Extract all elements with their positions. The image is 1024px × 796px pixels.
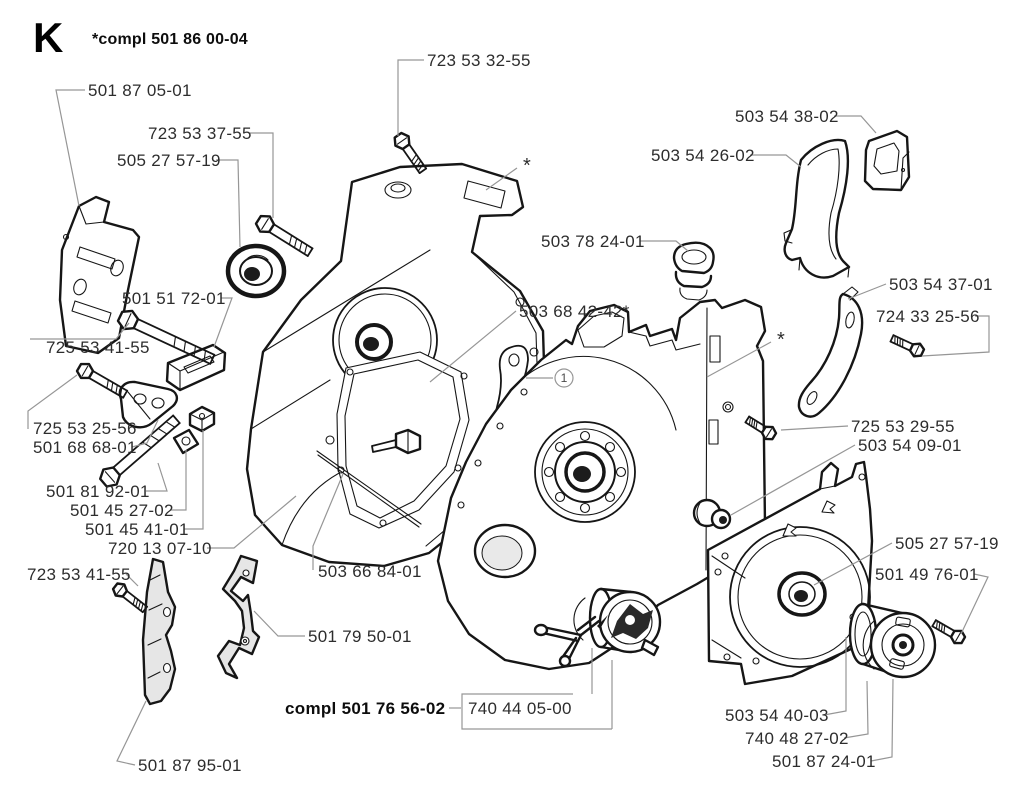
part-screw-501-49-76-01	[932, 620, 965, 643]
part-label-740-44-05-00: 740 44 05-00	[468, 699, 572, 718]
leader-501-87-24-01	[871, 679, 893, 761]
part-label-501-45-41-01: 501 45 41-01	[85, 520, 189, 539]
part-clutch-drum	[850, 604, 935, 677]
part-felling-spike	[218, 556, 259, 678]
part-label-501-45-27-02: 501 45 27-02	[70, 501, 174, 520]
part-nut-block	[190, 407, 214, 431]
part-label-501-51-72-01: 501 51 72-01	[122, 289, 226, 308]
leader-503-54-26-02	[750, 155, 801, 167]
part-label-503-54-38-02: 503 54 38-02	[735, 107, 839, 126]
part-label-724-33-25-56: 724 33 25-56	[876, 307, 980, 326]
leader-505-27-57-19-left	[216, 160, 240, 247]
leader-723-53-32-55	[398, 60, 424, 136]
leader-725-53-29-55	[781, 426, 848, 430]
part-label-501-49-76-01: 501 49 76-01	[875, 565, 979, 584]
part-tensioner-block	[167, 345, 225, 390]
part-label-501-79-50-01: 501 79 50-01	[308, 627, 412, 646]
part-label-503-54-40-03: 503 54 40-03	[725, 706, 829, 725]
part-label-725-53-25-56: 725 53 25-56	[33, 419, 137, 438]
part-chain-guide-strip	[143, 559, 175, 704]
assembly-note: *compl 501 86 00-04	[92, 31, 248, 48]
part-label-725-53-41-55: 725 53 41-55	[46, 338, 150, 357]
part-crank-seal	[228, 246, 284, 296]
part-label-501-87-24-01: 501 87 24-01	[772, 752, 876, 771]
part-label-asterisk-mid: *	[777, 329, 785, 351]
part-label-505-27-57-19-right: 505 27 57-19	[895, 534, 999, 553]
leader-501-79-50-01	[254, 611, 305, 636]
part-label-501-68-68-01: 501 68 68-01	[33, 438, 137, 457]
leader-501-87-05-01	[56, 90, 85, 206]
leader-503-54-38-02	[834, 116, 876, 133]
part-label-503-54-09-01: 503 54 09-01	[858, 436, 962, 455]
part-label-723-53-37-55: 723 53 37-55	[148, 124, 252, 143]
part-screw-723-53-41-55	[113, 584, 147, 613]
part-label-503-54-37-01: 503 54 37-01	[889, 275, 993, 294]
part-screw-724-33-25-56	[891, 335, 924, 356]
part-label-503-68-42-42: 503 68 42-42*	[519, 302, 630, 321]
part-label-505-27-57-19-left: 505 27 57-19	[117, 151, 221, 170]
part-label-503-54-26-02: 503 54 26-02	[651, 146, 755, 165]
part-intake-frame	[865, 131, 909, 190]
part-label-740-48-27-02: 740 48 27-02	[745, 729, 849, 748]
part-label-501-81-92-01: 501 81 92-01	[46, 482, 150, 501]
part-guard	[799, 287, 862, 417]
part-plug-cap	[674, 243, 714, 300]
part-label-asterisk-top: *	[523, 155, 531, 177]
leader-503-54-37-01	[848, 284, 886, 299]
part-square-washer	[174, 430, 198, 453]
part-label-501-87-05-01: 501 87 05-01	[88, 81, 192, 100]
section-letter: K	[33, 14, 64, 61]
part-label-725-53-29-55: 725 53 29-55	[851, 417, 955, 436]
part-label-501-87-95-01: 501 87 95-01	[138, 756, 242, 775]
part-label-723-53-41-55-lower: 723 53 41-55	[27, 565, 131, 584]
part-label-ref-1: 1	[560, 371, 568, 385]
part-label-503-78-24-01: 503 78 24-01	[541, 232, 645, 251]
part-label-503-66-84-01: 503 66 84-01	[318, 562, 422, 581]
part-label-723-53-32-55: 723 53 32-55	[427, 51, 531, 70]
leader-723-53-37-55	[250, 133, 273, 218]
part-label-compl-501-76-56-02: compl 501 76 56-02	[285, 699, 446, 718]
part-label-720-13-07-10: 720 13 07-10	[108, 539, 212, 558]
